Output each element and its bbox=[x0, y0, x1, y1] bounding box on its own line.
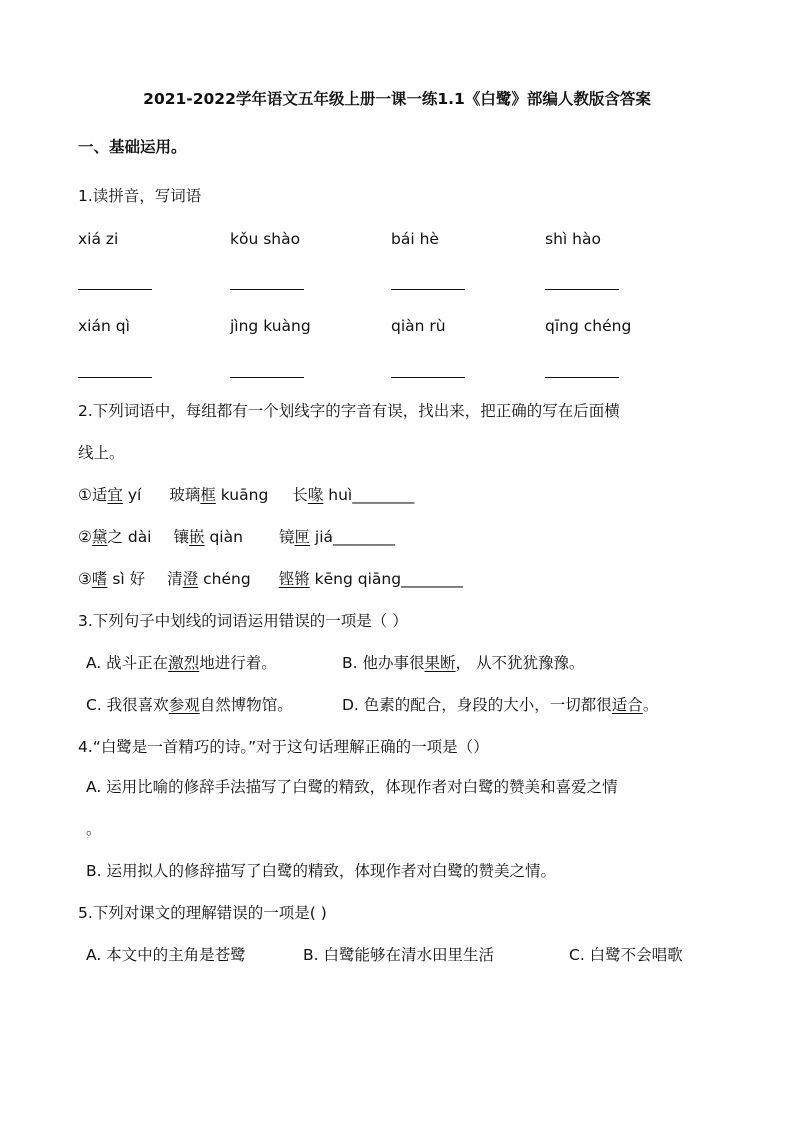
pinyin-4: shì hào bbox=[545, 230, 601, 248]
q2-prompt-line1: 2.下列词语中，每组都有一个划线字的字音有误，找出来，把正确的写在后面横 bbox=[78, 402, 620, 420]
underlined-word: 参观 bbox=[168, 696, 200, 714]
pinyin-2: kǒu shào bbox=[230, 230, 301, 248]
item-number: ① bbox=[78, 486, 92, 504]
underlined-char: 喙 bbox=[307, 486, 324, 504]
q2-item-2: ②黛之 dài 镶嵌 qiàn 镜匣 jiá________ bbox=[78, 528, 396, 546]
answer-blank[interactable] bbox=[545, 377, 619, 378]
pinyin-7: qiàn rù bbox=[391, 317, 446, 335]
q3-option-c: C. 我很喜欢参观自然博物馆。 bbox=[86, 696, 293, 714]
item-number: ③ bbox=[78, 570, 92, 588]
q5-prompt: 5.下列对课文的理解错误的一项是( ) bbox=[78, 904, 327, 922]
underlined-char: 嗜 bbox=[91, 570, 108, 588]
pinyin-3: bái hè bbox=[391, 230, 439, 248]
q4-prompt: 4.“白鹭是一首精巧的诗。”对于这句话理解正确的一项是（） bbox=[78, 738, 489, 756]
underlined-char: 匣 bbox=[294, 528, 310, 546]
q3-option-b: B. 他办事很果断， 从不犹犹豫豫。 bbox=[342, 654, 585, 672]
q3-option-a: A. 战斗正在激烈地进行着。 bbox=[86, 654, 277, 672]
underlined-char: 黛 bbox=[91, 528, 108, 546]
pinyin-6: jìng kuàng bbox=[230, 317, 311, 335]
underlined-word: 果断 bbox=[424, 654, 456, 672]
q3-option-d: D. 色素的配合，身段的大小，一切都很适合。 bbox=[342, 696, 659, 714]
answer-blank[interactable] bbox=[391, 289, 465, 290]
underlined-word: 激烈 bbox=[168, 654, 200, 672]
q1-prompt: 1.读拼音，写词语 bbox=[78, 187, 202, 205]
q4-option-b: B. 运用拟人的修辞描写了白鹭的精致，体现作者对白鹭的赞美之情。 bbox=[86, 862, 556, 880]
answer-blank[interactable] bbox=[545, 289, 619, 290]
q5-option-b: B. 白鹭能够在清水田里生活 bbox=[303, 946, 494, 964]
answer-blank[interactable] bbox=[391, 377, 465, 378]
q3-prompt: 3.下列句子中划线的词语运用错误的一项是（ ） bbox=[78, 612, 408, 630]
q2-item-1: ①适宜 yí 玻璃框 kuāng 长喙 huì________ bbox=[78, 486, 415, 504]
answer-blank[interactable]: ________ bbox=[333, 528, 396, 546]
answer-blank[interactable] bbox=[78, 289, 152, 290]
item-number: ② bbox=[78, 528, 92, 546]
underlined-char: 铿锵 bbox=[278, 570, 310, 588]
section-heading: 一、基础运用。 bbox=[78, 138, 187, 156]
q2-prompt-line2: 线上。 bbox=[78, 444, 125, 462]
q5-option-a: A. 本文中的主角是苍鹭 bbox=[86, 946, 246, 964]
answer-blank[interactable]: ________ bbox=[401, 570, 464, 588]
document-title: 2021-2022学年语文五年级上册一课一练1.1《白鹭》部编人教版含答案 bbox=[143, 90, 651, 108]
pinyin-8: qīng chéng bbox=[545, 317, 632, 335]
underlined-char: 框 bbox=[200, 486, 216, 504]
pinyin-1: xiá zi bbox=[78, 230, 119, 248]
underlined-char: 澄 bbox=[182, 570, 199, 588]
q4-option-a: A. 运用比喻的修辞手法描写了白鹭的精致，体现作者对白鹭的赞美和喜爱之情 bbox=[86, 778, 618, 796]
q5-option-c: C. 白鹭不会唱歌 bbox=[569, 946, 683, 964]
underlined-char: 宜 bbox=[107, 486, 123, 504]
q2-item-3: ③嗜 sì 好 清澄 chéng 铿锵 kēng qiāng________ bbox=[78, 570, 464, 588]
answer-blank[interactable] bbox=[78, 377, 152, 378]
answer-blank[interactable] bbox=[230, 289, 304, 290]
q4-option-a-cont: 。 bbox=[86, 820, 102, 838]
answer-blank[interactable] bbox=[230, 377, 304, 378]
answer-blank[interactable]: ________ bbox=[352, 486, 415, 504]
underlined-word: 适合 bbox=[611, 696, 643, 714]
pinyin-5: xián qì bbox=[78, 317, 130, 335]
underlined-char: 嵌 bbox=[189, 528, 205, 546]
